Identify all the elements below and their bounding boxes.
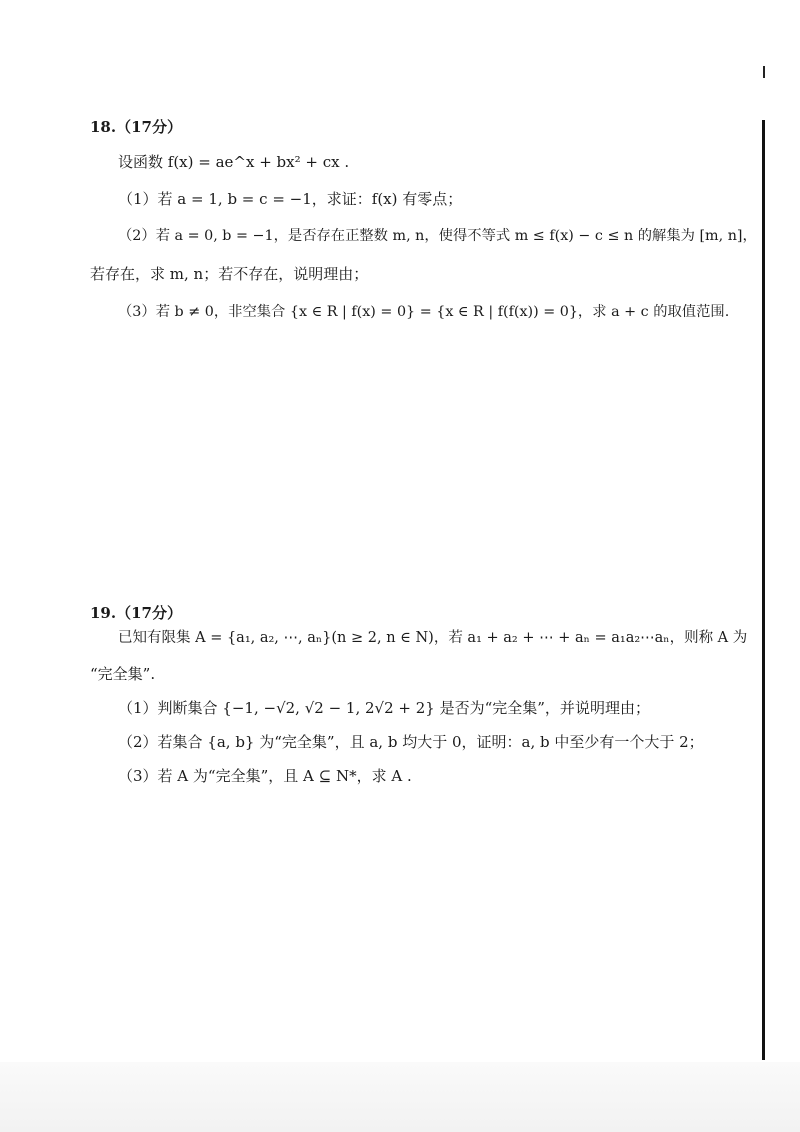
question-19-header: 19.（17分） — [90, 604, 182, 622]
question-19-part-2: （2）若集合 {a, b} 为“完全集”，且 a, b 均大于 0，证明：a, b 中至少有一个大于 2； — [118, 733, 704, 751]
question-19-stem-cont: “完全集”. — [90, 665, 156, 683]
question-18-part-1: （1）若 a = 1, b = c = −1，求证：f(x) 有零点； — [118, 190, 463, 208]
question-18-part-3: （3）若 b ≠ 0，非空集合 {x ∈ R | f(x) = 0} = {x ∈ R | f(f(x)) = 0}，求 a + c 的取值范围. — [118, 304, 730, 320]
question-19-part-1: （1）判断集合 {−1, −√2, √2 − 1, 2√2 + 2} 是否为“完全集”，并说明理由； — [118, 699, 650, 717]
scan-mark — [763, 66, 765, 78]
question-18-header: 18.（17分） — [90, 118, 182, 136]
question-18-part-2-cont: 若存在，求 m, n；若不存在，说明理由； — [90, 265, 369, 283]
question-18-stem: 设函数 f(x) = ae^x + bx² + cx . — [118, 153, 350, 171]
question-19-stem: 已知有限集 A = {a₁, a₂, ⋯, aₙ}(n ≥ 2, n ∈ N)，若 a₁ + a₂ + ⋯ + aₙ = a₁a₂⋯aₙ，则称 A 为 — [118, 630, 748, 646]
scan-edge-line — [762, 120, 765, 1060]
question-18-part-2: （2）若 a = 0, b = −1，是否存在正整数 m, n，使得不等式 m ≤ f(x) − c ≤ n 的解集为 [m, n]， — [118, 228, 757, 244]
scan-bottom-shade — [0, 1062, 800, 1132]
question-19-part-3: （3）若 A 为“完全集”，且 A ⊆ N*，求 A . — [118, 767, 412, 785]
